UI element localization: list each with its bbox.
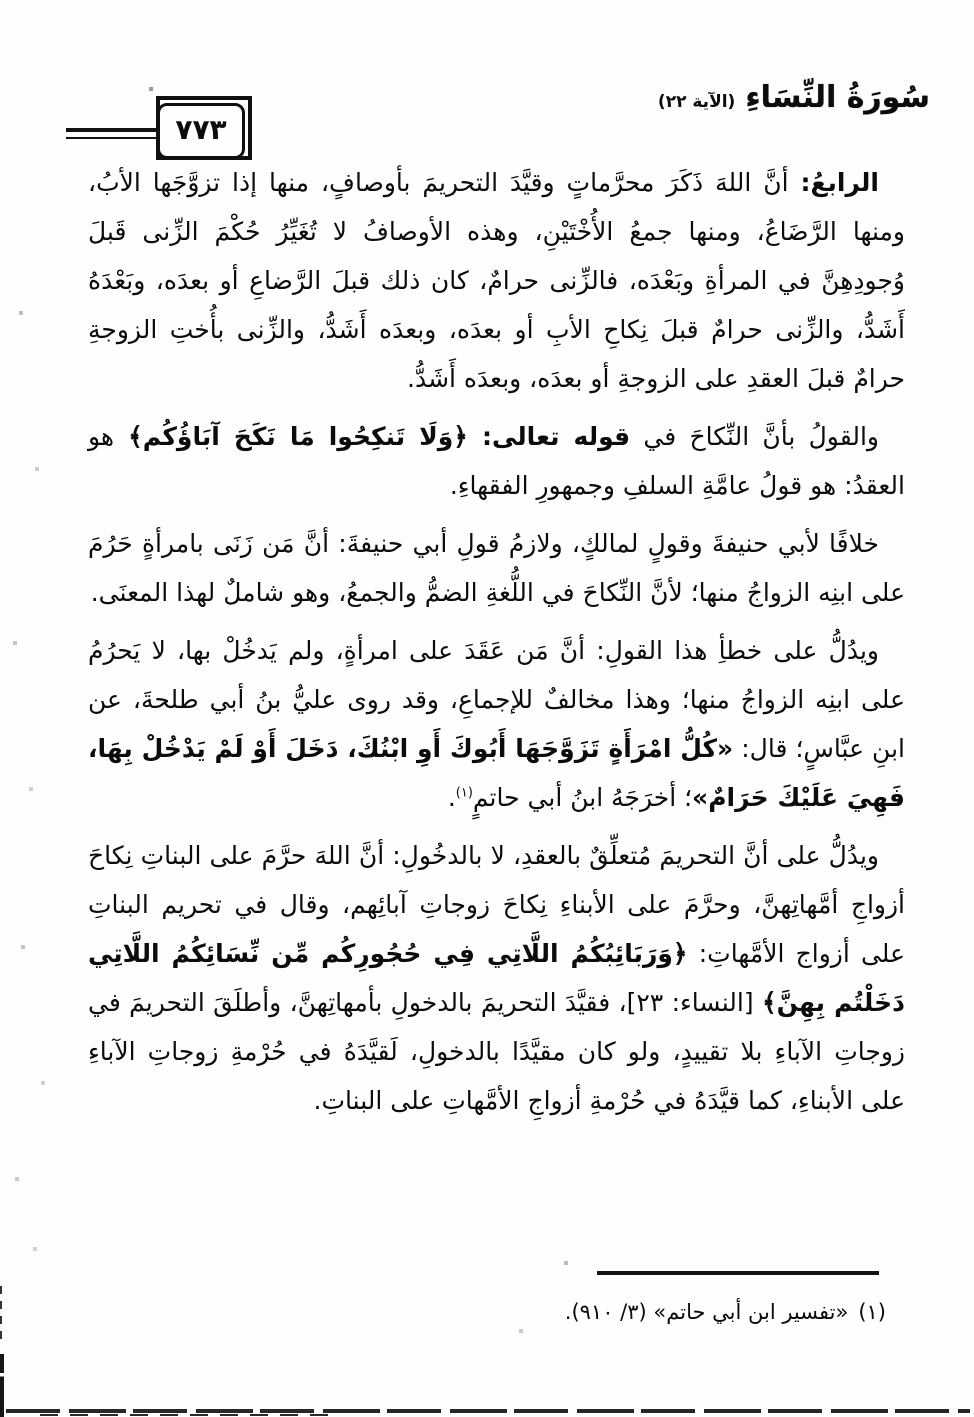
qawluhu-taala-label: قوله تعالى: [481, 422, 631, 451]
paragraph-khilaf-abu-hanifa [88, 519, 905, 617]
footnote-separator [597, 1271, 879, 1275]
footnote-marker: (١) [858, 1300, 886, 1324]
ayah-reference: (الآية ٢٢) [657, 92, 736, 112]
scan-artifact-bottom-line-2 [40, 1414, 340, 1416]
paragraph-text: ويدُلُّ على أنَّ التحريمَ مُتعلِّقٌ بالعقدِ، لا بالدخُولِ: أنَّ اللهَ حرَّمَ على البناتِ نِكاحَ أزواجِ أمَّهاتِهنَّ، وحرَّمَ على الأبناءِ نِكاحَ زوجاتِ آبائِهم، وقال في تحريم البناتِ على أزواج الأمَّهاتِ: [88, 841, 905, 968]
footnote [88, 1292, 886, 1332]
page-header [658, 80, 930, 115]
page-number-inner-frame [157, 103, 245, 159]
paragraph-text: أنَّ اللهَ ذَكَرَ محرَّماتٍ وقيَّدَ التحريمَ بأوصافٍ، منها إذا تزوَّجَها الأبُ، ومنها الرَّضَاعُ، ومنها جمعُ الأُخْتَيْنِ، وهذه الأوصافُ لا تُغَيِّرُ حُكْمَ الزِّنى قَبلَ وُجودِهِنَّ في المرأةِ وبَعْدَه، فالزِّنى حرامٌ، كان ذلك قبلَ الرَّضاعِ أو بعدَه، وبَعْدَهُ أَشَدُّ، والزِّنى حرامٌ قبلَ نِكاحِ الأبِ أو بعدَه، وبعدَه أَشَدُّ، والزِّنى بأُختِ الزوجةِ حرامٌ قبلَ العقدِ على الزوجةِ أو بعدَه، وبعدَه أَشَدُّ. [88, 168, 905, 393]
scan-artifact-bottom-line [6, 1409, 970, 1413]
page-number-box [156, 96, 252, 160]
ayah-citation: [النساء: ٢٣]، [610, 988, 762, 1017]
quran-verse-nisa22: ﴿وَلَا تَنكِحُوا مَا نَكَحَ آبَاؤُكُم﴾ [114, 422, 482, 451]
paragraph-text: هو العقدُ: هو قولُ عامَّةِ السلفِ وجمهورِ الفقهاءِ. [88, 422, 905, 500]
footnote-reference-1: (١) [455, 785, 473, 801]
scan-artifact-left-edge-upper [0, 1286, 2, 1346]
quran-verse-nisa23: ﴿وَرَبَائِبُكُمُ اللَّاتِي فِي حُجُورِكُم مِّن نِّسَائِكُمُ اللَّاتِي دَخَلْتُم بِهِنَّ﴾ [88, 939, 905, 1017]
page-number: ٧٧٣ [175, 112, 227, 146]
paragraph-text: ويدُلُّ على خطأِ هذا القولِ: أنَّ مَن عَقَدَ على امرأةٍ، ولم يَدخُلْ بها، لا يَحرُمُ على ابنِه الزواجُ منها؛ وهذا مخالفٌ للإجماعِ، وقد روى عليُّ بنُ أبي طلحةَ، عن ابنِ عبَّاسٍ؛ قال: [88, 636, 905, 763]
paragraph-text: خلافًا لأبي حنيفةَ وقولٍ لمالكٍ، ولازمُ قولِ أبي حنيفةَ: أنَّ مَن زَنَى بامرأةٍ حَرُمَ على ابنِه الزواجُ منها؛ لأنَّ النِّكاحَ في اللُّغةِ الضمُّ والجمعُ، وهو شاملٌ لهذا المعنَى. [88, 529, 905, 607]
scan-artifact-left-edge [0, 1354, 4, 1417]
paragraph-text: فقيَّدَ التحريمَ بالدخولِ بأمهاتِهنَّ، وأطلَقَ التحريمَ في زوجاتِ الآباءِ بلا تقييدٍ، ولو كان مقيَّدًا بالدخولِ، لَقيَّدَهُ في حُرْمةِ زوجاتِ الآباءِ على الأبناءِ، كما قيَّدَهُ في حُرْمةِ أزواجِ الأمَّهاتِ على البناتِ. [88, 988, 905, 1115]
surah-title: سُورَةُ النِّسَاءِ [745, 80, 930, 115]
paragraph-error-of-opinion [88, 626, 905, 822]
paragraph-tahrim-by-aqd [88, 831, 905, 1125]
paragraph-fourth-point [88, 158, 905, 403]
paragraph-text: . [447, 783, 456, 812]
scan-noise-speckles [0, 0, 2, 2]
paragraph-text: ؛ أخرَجَهُ ابنُ أبي حاتمٍ [472, 783, 693, 812]
page-body [88, 158, 905, 1134]
hadith-ibn-abbas-quote: «كُلُّ امْرَأَةٍ تَزَوَّجَهَا أَبُوكَ أَوِ ابْنُكَ، دَخَلَ أَوْ لَمْ يَدْخُلْ بِهَا، فَهِيَ عَلَيْكَ حَرَامٌ» [88, 734, 905, 812]
footnote-text: «تفسير ابن أبي حاتم» (٣/ ٩١٠). [564, 1300, 849, 1324]
paragraph-text: والقولُ بأنَّ النِّكاحَ في [630, 422, 879, 451]
paragraph-lead-word: الرابعُ: [800, 168, 879, 197]
paragraph-aqd-opinion [88, 412, 905, 510]
